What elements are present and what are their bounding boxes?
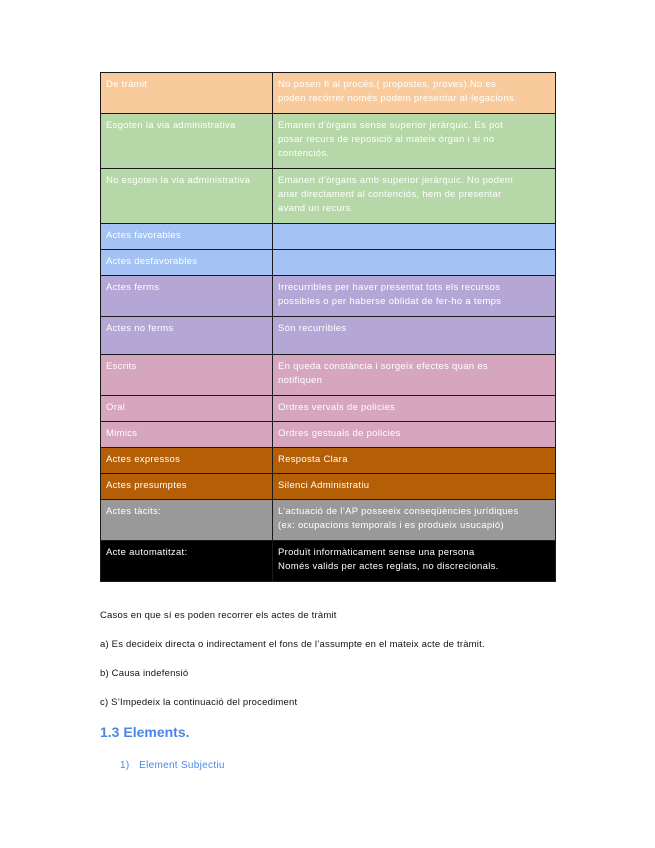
row-label-cell: Acte automatitzat:: [101, 541, 273, 582]
list-item: [120, 760, 225, 771]
row-description-cell: [273, 224, 556, 250]
table-row: [101, 422, 556, 448]
row-label-cell: Esgoten la via administrativa: [101, 114, 273, 169]
row-label-cell: Actes tàcits:: [101, 500, 273, 541]
row-description-cell: [273, 250, 556, 276]
section-heading: 1.3 Elements.: [100, 724, 190, 740]
row-label-cell: Actes desfavorables: [101, 250, 273, 276]
row-description-cell: Produït informàticament sense una persona Només valids per actes reglats, no discrecionals.: [273, 541, 556, 582]
row-label-cell: Actes favorables: [101, 224, 273, 250]
row-label-cell: Mimics: [101, 422, 273, 448]
list-item-label: Element Subjectiu: [139, 760, 225, 771]
table-row: [101, 474, 556, 500]
row-label-cell: Actes presumptes: [101, 474, 273, 500]
row-label-cell: Oral: [101, 396, 273, 422]
table-row: [101, 396, 556, 422]
table-row: [101, 355, 556, 396]
row-label-cell: No esgoten la via administrativa: [101, 169, 273, 224]
case-b-paragraph: b) Causa indefensió: [100, 668, 189, 679]
acts-classification-table: [100, 72, 556, 582]
table-row: [101, 448, 556, 474]
row-description-cell: Resposta Clara: [273, 448, 556, 474]
row-description-cell: Emanen d’òrgans sense superior jeràrquic. Es pot posar recurs de reposició al mateix òrgan i si no contenciós.: [273, 114, 556, 169]
table-row: [101, 169, 556, 224]
row-description-cell: No posen fi al procés.( propostes, proves).No es poden recórrer només podem presentar al·legacions: [273, 73, 556, 114]
row-description-cell: Irrecurribles per haver presentat tots els recursos possibles o per haberse oblidat de fer-ho a temps: [273, 276, 556, 317]
table-row: [101, 500, 556, 541]
row-description-cell: Són recurribles: [273, 317, 556, 355]
table-row: [101, 541, 556, 582]
row-description-cell: L’actuació de l’AP posseeix conseqüències jurídiques (ex: ocupacions temporals i es produeix usucapió): [273, 500, 556, 541]
table-row: [101, 250, 556, 276]
table-row: [101, 73, 556, 114]
row-description-cell: En queda constància i sorgeix efectes quan es notifiquen: [273, 355, 556, 396]
case-a-paragraph: a) Es decideix directa o indirectament el fons de l’assumpte en el mateix acte de tràmit.: [100, 639, 485, 650]
table-row: [101, 276, 556, 317]
list-item-number: 1): [120, 760, 130, 771]
casos-paragraph: Casos en que sí es poden recorrer els actes de tràmit: [100, 610, 337, 621]
row-description-cell: Ordres gestuals de policies: [273, 422, 556, 448]
row-description-cell: Emanen d’òrgans amb superior jeràrquic. No podem anar directament al contenciós, hem de presentar avand un recurs.: [273, 169, 556, 224]
row-label-cell: Actes ferms: [101, 276, 273, 317]
case-c-paragraph: c) S’Impedeix la continuació del procediment: [100, 697, 298, 708]
row-description-cell: Ordres vervals de policies: [273, 396, 556, 422]
row-label-cell: Actes no ferms: [101, 317, 273, 355]
row-label-cell: De tràmit: [101, 73, 273, 114]
table-row: [101, 114, 556, 169]
table-row: [101, 317, 556, 355]
row-label-cell: Escrits: [101, 355, 273, 396]
table-row: [101, 224, 556, 250]
row-description-cell: Silenci Administratiu: [273, 474, 556, 500]
row-label-cell: Actes expressos: [101, 448, 273, 474]
